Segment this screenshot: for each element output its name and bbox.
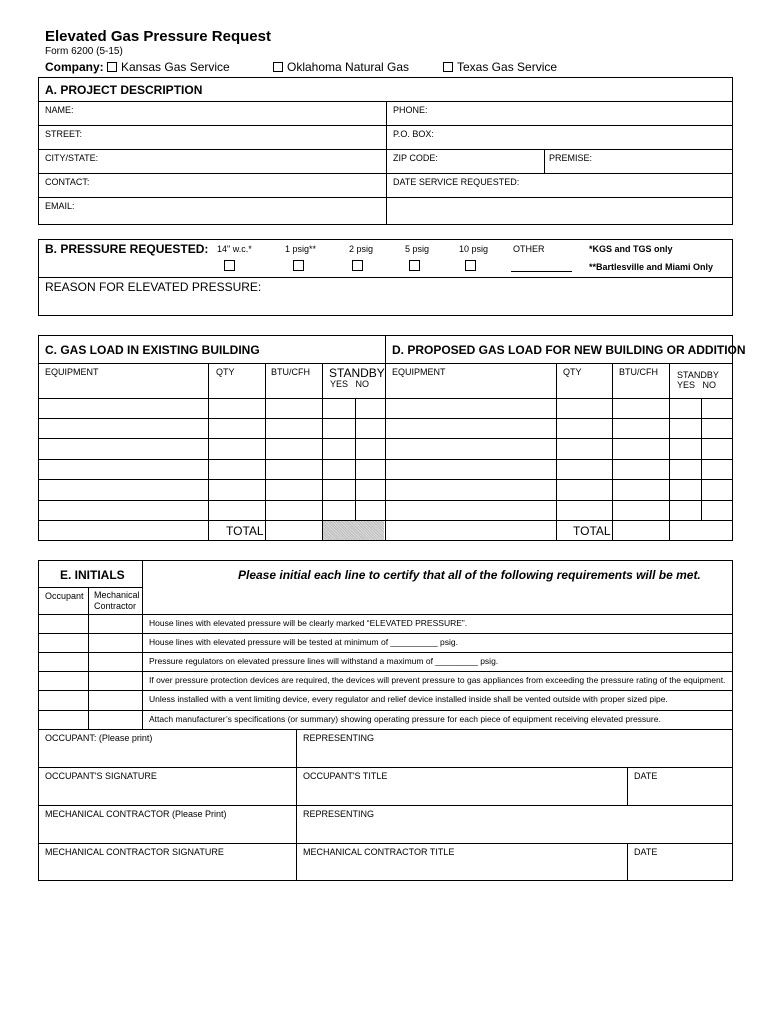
contractor-signature-field[interactable]: MECHANICAL CONTRACTOR SIGNATURE (45, 847, 224, 857)
initials-instruction: Please initial each line to certify that all of the following requirements will be met. (238, 568, 701, 582)
pressure-5psig-checkbox[interactable] (409, 260, 420, 271)
form-number: Form 6200 (5-15) (45, 46, 123, 57)
occupant-signature-field[interactable]: OCCUPANT'S SIGNATURE (45, 771, 157, 781)
c-standby-header: STANDBY (329, 366, 385, 380)
c-btu-header: BTU/CFH (271, 367, 310, 377)
d-equipment-header: EQUIPMENT (392, 367, 446, 377)
reason-field[interactable]: REASON FOR ELEVATED PRESSURE: (45, 280, 262, 294)
date-service-requested-field[interactable]: DATE SERVICE REQUESTED: (393, 177, 520, 187)
section-b-heading: B. PRESSURE REQUESTED: (45, 242, 209, 256)
occupant-print-field[interactable]: OCCUPANT: (Please print) (45, 733, 153, 743)
pressure-14wc-checkbox[interactable] (224, 260, 235, 271)
po-box-field[interactable]: P.O. BOX: (393, 129, 434, 139)
mechanical-column-header: Mechanical (94, 590, 140, 600)
d-btu-header: BTU/CFH (619, 367, 658, 377)
section-a-heading: A. PROJECT DESCRIPTION (45, 83, 203, 97)
contractor-column-header: Contractor (94, 601, 137, 611)
kgs-tgs-note: *KGS and TGS only (589, 244, 673, 254)
requirement-line: Attach manufacturer’s specifications (or summary) showing operating pressure for each piece of equipment receiving elevated pressure. (149, 714, 661, 724)
bartlesville-note: **Bartlesville and Miami Only (589, 262, 714, 272)
requirement-line: House lines with elevated pressure will be clearly marked “ELEVATED PRESSURE”. (149, 618, 468, 628)
texas-gas-checkbox[interactable] (443, 62, 453, 72)
contact-field[interactable]: CONTACT: (45, 177, 90, 187)
email-field[interactable]: EMAIL: (45, 201, 75, 211)
occupant-representing-field[interactable]: REPRESENTING (303, 733, 375, 743)
occupant-column-header: Occupant (45, 591, 84, 601)
pressure-2psig-checkbox[interactable] (352, 260, 363, 271)
company-label: Company: (45, 60, 104, 74)
requirement-line: Unless installed with a vent limiting device, every regulator and relief device installed inside shall be vented outside with proper sized pipe. (149, 694, 668, 704)
pressure-option-label: 1 psig** (285, 244, 317, 254)
contractor-print-field[interactable]: MECHANICAL CONTRACTOR (Please Print) (45, 809, 227, 819)
pressure-10psig-checkbox[interactable] (465, 260, 476, 271)
section-d-heading: D. PROPOSED GAS LOAD FOR NEW BUILDING OR ADDITION (392, 343, 746, 357)
requirement-line: If over pressure protection devices are required, the devices will prevent pressure to gas appliances from exceeding the pressure rating of the equipment. (149, 675, 726, 685)
c-total-label: TOTAL (226, 524, 264, 538)
kansas-gas-label: Kansas Gas Service (121, 60, 230, 74)
d-standby-header: STANDBY (677, 370, 719, 380)
name-field[interactable]: NAME: (45, 105, 74, 115)
form-title: Elevated Gas Pressure Request (45, 28, 271, 45)
premise-field[interactable]: PREMISE: (549, 153, 593, 163)
street-field[interactable]: STREET: (45, 129, 83, 139)
zip-code-field[interactable]: ZIP CODE: (393, 153, 438, 163)
d-total-label: TOTAL (573, 524, 611, 538)
c-qty-header: QTY (216, 367, 235, 377)
contractor-date-field[interactable]: DATE (634, 847, 658, 857)
texas-gas-label: Texas Gas Service (457, 60, 558, 74)
section-e-heading: E. INITIALS (60, 568, 125, 582)
pressure-option-label: 5 psig (405, 244, 430, 254)
oklahoma-natural-gas-label: Oklahoma Natural Gas (287, 60, 410, 74)
requirement-line: House lines with elevated pressure will be tested at minimum of __________ psig. (149, 637, 459, 647)
other-label: OTHER (513, 244, 545, 254)
c-equipment-header: EQUIPMENT (45, 367, 99, 377)
other-pressure-input[interactable] (511, 271, 572, 272)
occupant-title-field[interactable]: OCCUPANT'S TITLE (303, 771, 388, 781)
requirement-line: Pressure regulators on elevated pressure lines will withstand a maximum of _________ psig. (149, 656, 499, 666)
d-yes-no-header: YES NO (677, 380, 717, 390)
pressure-option-label: 14" w.c.* (217, 244, 252, 254)
pressure-1psig-checkbox[interactable] (293, 260, 304, 271)
occupant-date-field[interactable]: DATE (634, 771, 658, 781)
section-c-heading: C. GAS LOAD IN EXISTING BUILDING (45, 343, 260, 357)
contractor-title-field[interactable]: MECHANICAL CONTRACTOR TITLE (303, 847, 455, 857)
oklahoma-natural-gas-checkbox[interactable] (273, 62, 283, 72)
phone-field[interactable]: PHONE: (393, 105, 428, 115)
pressure-option-label: 10 psig (459, 244, 489, 254)
kansas-gas-checkbox[interactable] (107, 62, 117, 72)
c-yes-no-header: YES NO (330, 379, 370, 389)
d-qty-header: QTY (563, 367, 582, 377)
city-state-field[interactable]: CITY/STATE: (45, 153, 99, 163)
pressure-option-label: 2 psig (349, 244, 374, 254)
contractor-representing-field[interactable]: REPRESENTING (303, 809, 375, 819)
c-total-shaded-cell (323, 521, 384, 540)
